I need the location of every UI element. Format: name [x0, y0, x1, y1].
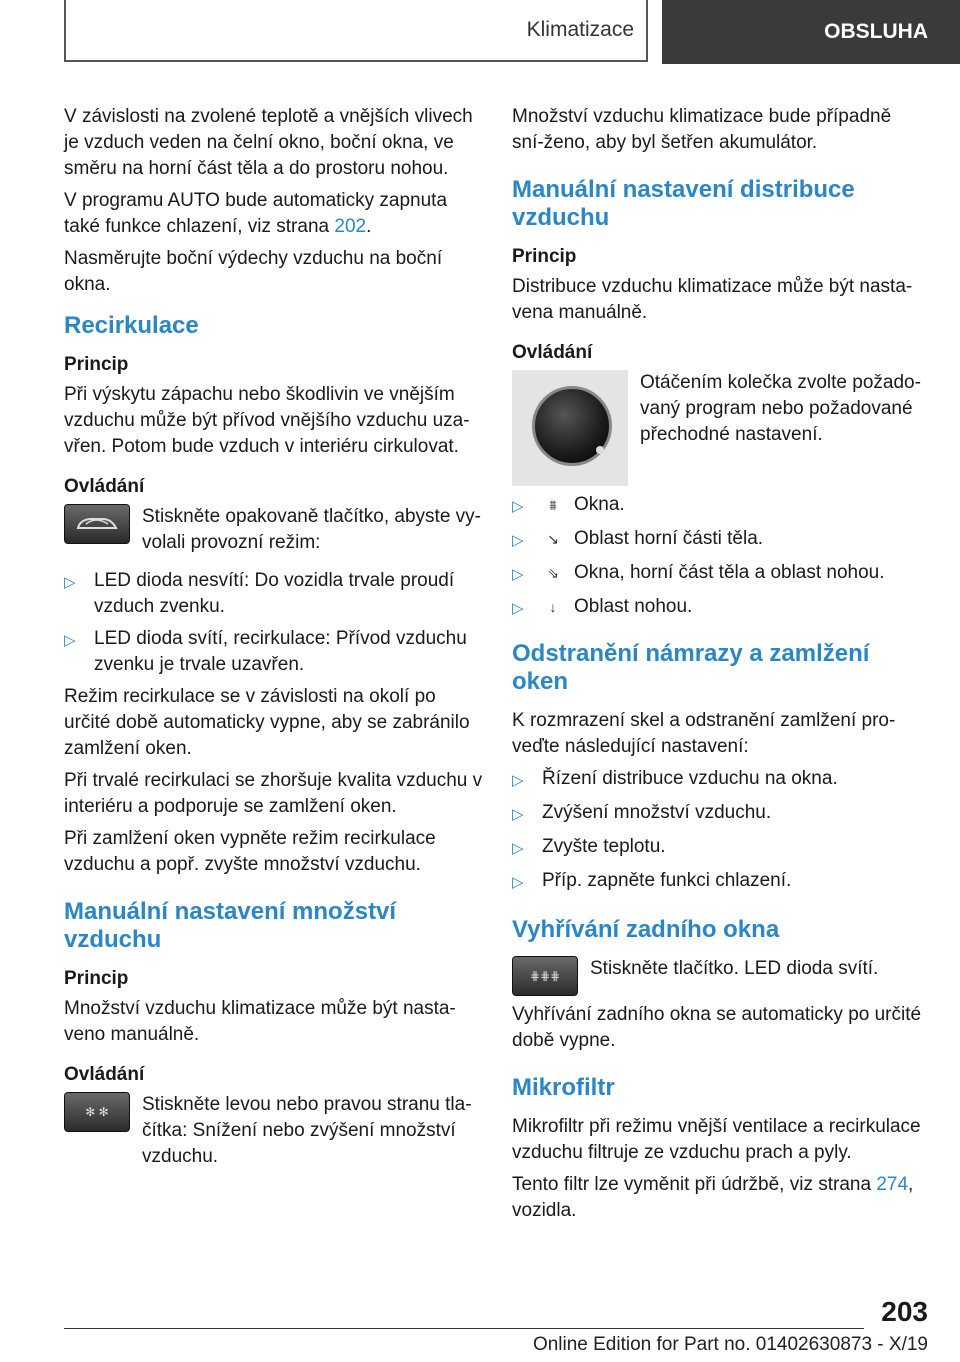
paragraph: Množství vzduchu klimatizace může být nasta-veno manuálně. — [64, 998, 456, 1045]
triangle-bullet-icon: ▷ — [512, 806, 524, 823]
paragraph: Množství vzduchu klimatizace bude případně sní-ženo, aby byl šetřen akumulátor. — [512, 106, 892, 153]
page-link[interactable]: 202 — [334, 216, 367, 237]
header-section: Klimatizace — [526, 18, 634, 41]
triangle-bullet-icon: ▷ — [64, 632, 76, 649]
footer-edition: Online Edition for Part no. 01402630873 - X/19 — [532, 1334, 928, 1355]
left-column — [64, 104, 484, 1182]
subheading-ovladani: Ovládání — [64, 1064, 145, 1085]
subheading-princip: Princip — [64, 968, 129, 989]
fan-speed-button-icon: ✻ ✻ — [64, 1092, 130, 1132]
paragraph: Stiskněte tlačítko. LED dioda svítí. — [590, 958, 879, 979]
page-number: 203 — [881, 1296, 928, 1327]
paragraph: Při trvalé recirkulaci se zhoršuje kvalita vzduchu v interiéru a podporuje se zamlžení oken. — [64, 770, 483, 817]
triangle-bullet-icon: ▷ — [512, 600, 524, 617]
paragraph: Stiskněte opakovaně tlačítko, abyste vy-volali provozní režim: — [142, 506, 482, 553]
distribution-knob-icon — [512, 370, 628, 486]
fan-button-row — [64, 1092, 484, 1176]
upper-body-icon: ↘ — [547, 531, 559, 547]
list-item: ▷ Zvyšte teplotu. — [512, 834, 928, 862]
triangle-bullet-icon: ▷ — [64, 574, 76, 591]
paragraph: K rozmrazení skel a odstranění zamlžení pro-veďte následující nastavení: — [512, 710, 896, 757]
recirc-button-row — [64, 504, 484, 562]
heading-manual-distribution: Manuální nastavení distribuce vzduchu — [512, 176, 855, 231]
rear-window-heating-button-icon: ⋕⋕⋕ — [512, 956, 578, 996]
paragraph: Při výskytu zápachu nebo škodlivin ve vnějším vzduchu může být přívod vnějšího vzduchu uza-vřen. Potom bude vzduch v interiéru cirkulovat. — [64, 384, 470, 457]
heading-defrost: Odstranění námrazy a zamlžení oken — [512, 640, 870, 695]
rear-heat-row — [512, 956, 928, 996]
heading-manual-amount: Manuální nastavení množství vzduchu — [64, 898, 397, 953]
paragraph: Stiskněte levou nebo pravou stranu tla-čítka: Snížení nebo zvýšení množství vzduchu. — [142, 1094, 472, 1167]
triangle-bullet-icon: ▷ — [512, 566, 524, 583]
list-item: ▷ ⇘ Okna, horní část těla a oblast nohou. — [512, 560, 928, 588]
paragraph: Tento filtr lze vyměnit při údržbě, viz strana 274, vozidla. — [512, 1174, 914, 1221]
triangle-bullet-icon: ▷ — [512, 772, 524, 789]
list-item: ▷ ⩩ Okna. — [512, 492, 928, 520]
heading-recirculation: Recirkulace — [64, 312, 199, 339]
paragraph: Mikrofiltr při režimu vnější ventilace a recirkulace vzduchu filtruje ze vzduchu prach a pyly. — [512, 1116, 921, 1163]
subheading-princip: Princip — [512, 246, 577, 267]
page-link[interactable]: 274 — [876, 1174, 909, 1195]
subheading-ovladani: Ovládání — [64, 476, 145, 497]
paragraph: Otáčením kolečka zvolte požado-vaný program nebo požadované přechodné nastavení. — [640, 372, 921, 445]
subheading-princip: Princip — [64, 354, 129, 375]
paragraph: Distribuce vzduchu klimatizace může být nasta-vena manuálně. — [512, 276, 913, 323]
paragraph: Vyhřívání zadního okna se automaticky po určité době vypne. — [512, 1004, 922, 1051]
list-item: ▷ Příp. zapněte funkci chlazení. — [512, 868, 928, 896]
windshield-icon: ⩩ — [549, 497, 557, 513]
windshield-body-feet-icon: ⇘ — [547, 565, 559, 581]
subheading-ovladani: Ovládání — [512, 342, 593, 363]
triangle-bullet-icon: ▷ — [512, 874, 524, 891]
right-column — [512, 104, 928, 1230]
footwell-icon: ↓ — [549, 599, 557, 615]
paragraph: V programu AUTO bude automaticky zapnuta také funkce chlazení, viz strana 202. — [64, 190, 448, 237]
paragraph: V závislosti na zvolené teplotě a vnějších vlivech je vzduch veden na čelní okno, boční okna, ve směru na horní část těla a do prostoru nohou. — [64, 106, 473, 179]
list-item: ▷ LED dioda svítí, recirkulace: Přívod vzduchu zvenku je trvale uzavřen. — [64, 626, 484, 678]
footer-divider — [64, 1328, 864, 1329]
recirculation-button-icon — [64, 504, 130, 544]
list-item: ▷ Zvýšení množství vzduchu. — [512, 800, 928, 828]
paragraph: Při zamlžení oken vypněte režim recirkulace vzduchu a popř. zvyšte množství vzduchu. — [64, 828, 436, 875]
list-item: ▷ Řízení distribuce vzduchu na okna. — [512, 766, 928, 794]
heading-rear-window-heating: Vyhřívání zadního okna — [512, 916, 780, 943]
list-item: ▷ ↘ Oblast horní části těla. — [512, 526, 928, 554]
header-section-box — [64, 0, 648, 62]
header-chapter: OBSLUHA — [824, 20, 928, 43]
paragraph: Režim recirkulace se v závislosti na okolí po určité době automaticky vypne, aby se zabránilo zamlžení oken. — [64, 686, 470, 759]
triangle-bullet-icon: ▷ — [512, 840, 524, 857]
triangle-bullet-icon: ▷ — [512, 532, 524, 549]
list-item: ▷ ↓ Oblast nohou. — [512, 594, 928, 622]
header-chapter-tab — [662, 0, 960, 64]
knob-row — [512, 370, 928, 486]
paragraph: Nasměrujte boční výdechy vzduchu na boční okna. — [64, 248, 443, 295]
heading-microfilter: Mikrofiltr — [512, 1074, 615, 1101]
triangle-bullet-icon: ▷ — [512, 498, 524, 515]
list-item: ▷ LED dioda nesvítí: Do vozidla trvale proudí vzduch zvenku. — [64, 568, 484, 620]
